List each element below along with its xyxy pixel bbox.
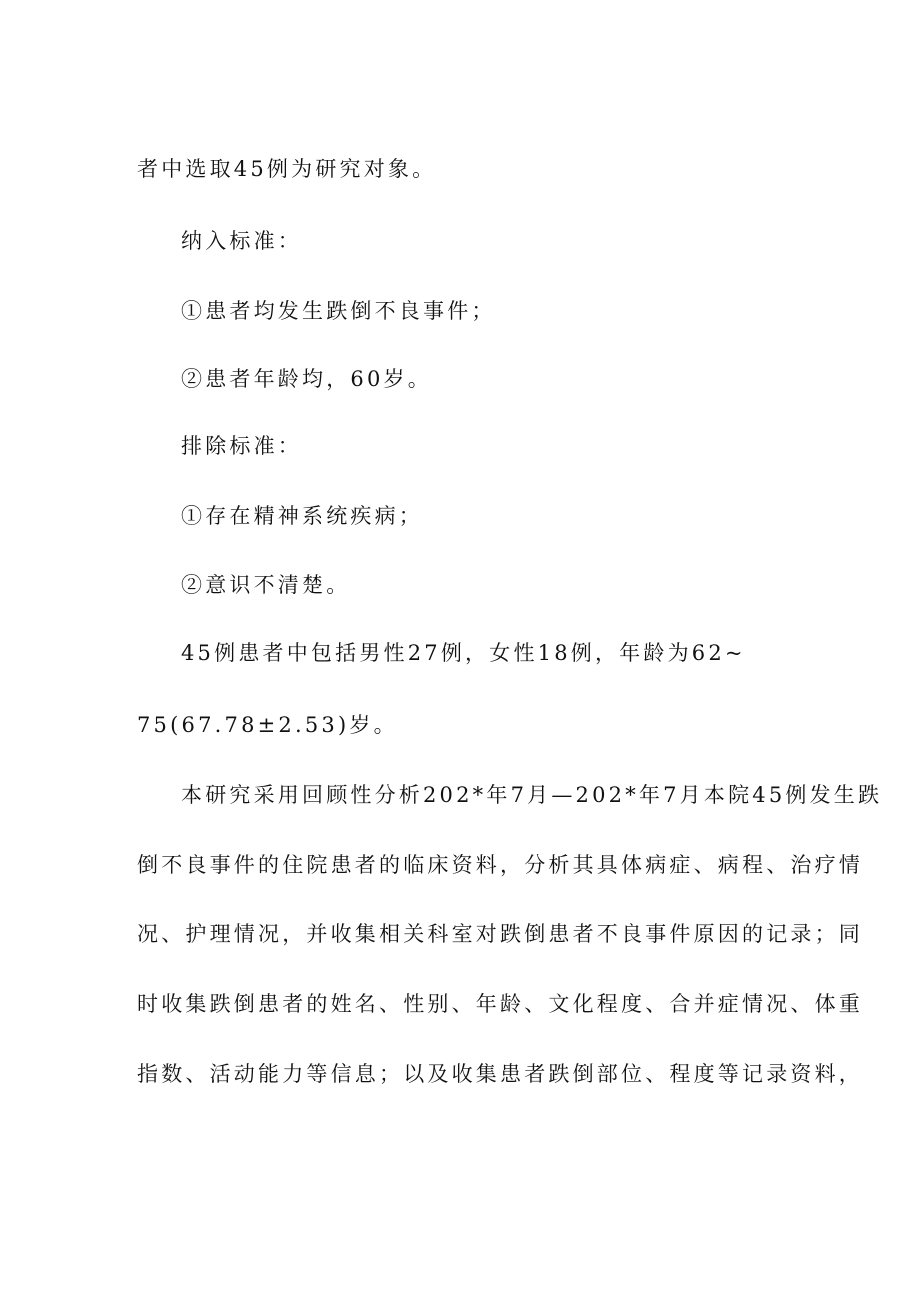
patient-summary-line-1: 45例患者中包括男性27例，女性18例，年龄为62~ bbox=[181, 641, 746, 665]
method-paragraph-line-5: 指数、活动能力等信息；以及收集患者跌倒部位、程度等记录资料， bbox=[137, 1062, 863, 1086]
exclusion-criterion-1: ①存在精神系统疾病； bbox=[181, 504, 423, 528]
inclusion-criterion-1: ①患者均发生跌倒不良事件； bbox=[181, 299, 496, 323]
method-paragraph-line-3: 况、护理情况，并收集相关科室对跌倒患者不良事件原因的记录；同 bbox=[137, 922, 863, 946]
method-paragraph-line-2: 倒不良事件的住院患者的临床资料，分析其具体病症、病程、治疗情 bbox=[137, 853, 863, 877]
method-paragraph-line-1: 本研究采用回顾性分析202*年7月—202*年7月本院45例发生跌 bbox=[181, 783, 883, 807]
inclusion-criterion-2: ②患者年龄均，60岁。 bbox=[181, 367, 432, 391]
exclusion-criterion-2: ②意识不清楚。 bbox=[181, 573, 351, 597]
inclusion-criteria-heading: 纳入标准： bbox=[181, 229, 302, 253]
method-paragraph-line-4: 时收集跌倒患者的姓名、性别、年龄、文化程度、合并症情况、体重 bbox=[137, 992, 863, 1016]
exclusion-criteria-heading: 排除标准： bbox=[181, 434, 302, 458]
patient-summary-line-2: 75(67.78±2.53)岁。 bbox=[137, 713, 398, 737]
paragraph-line: 者中选取45例为研究对象。 bbox=[137, 157, 437, 181]
